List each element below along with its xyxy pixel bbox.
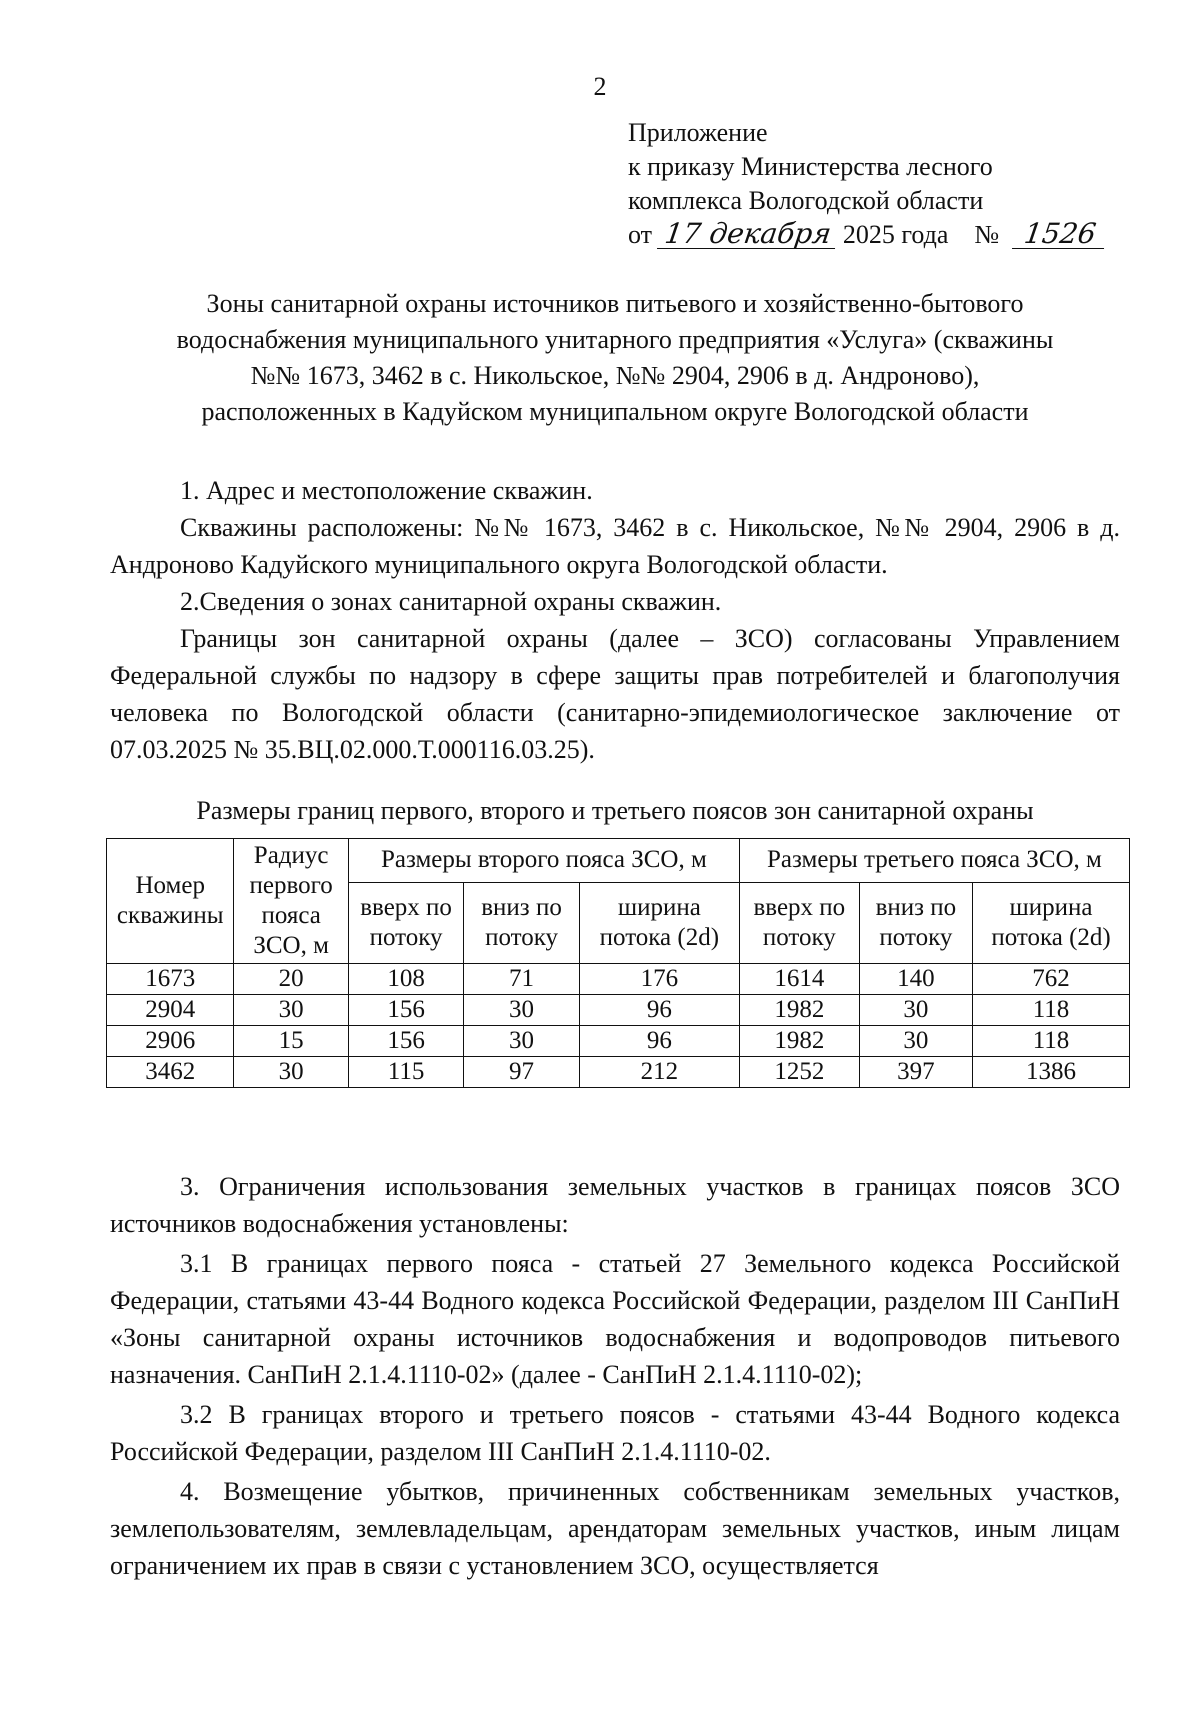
table-row [107,995,1130,1026]
document-title [110,286,1120,430]
table-row [107,1057,1130,1088]
handwritten-number: 1526 [1012,220,1108,249]
approval-line-2: к приказу Министерства лесного [628,152,993,181]
section-3-2-text: 3.2 В границах второго и третьего поясов - статьями 43-44 Водного кодекса Российской Федерации, разделом III СанПиН 2.1.4.1110-02. [110,1400,1120,1466]
cell-z2-up: 156 [348,1026,463,1057]
cell-z3-up: 1982 [739,995,859,1026]
section-1-text: Скважины расположены: №№ 1673, 3462 в с. Никольское, №№ 2904, 2906 в д. Андроново Кадуйского муниципального округа Вологодской области. [110,513,1120,579]
cell-z2-width: 176 [579,964,739,995]
section-3-text: 3. Ограничения использования земельных участков в границах поясов ЗСО источников водоснабжения установлены: [110,1172,1120,1238]
zones-table [106,838,1130,1088]
cell-z2-down: 71 [464,964,579,995]
date-prefix: от [628,220,653,249]
header-z2-downstream: вниз по потоку [464,882,579,963]
header-radius-first-zone: Радиус первого пояса ЗСО, м [234,839,348,964]
cell-z2-down: 30 [464,995,579,1026]
cell-z3-width: 762 [973,964,1130,995]
cell-z2-width: 96 [579,995,739,1026]
year-text: 2025 года [842,220,949,249]
cell-z2-up: 108 [348,964,463,995]
title-line-4: расположенных в Кадуйском муниципальном округе Вологодской области [201,397,1029,426]
title-line-1: Зоны санитарной охраны источников питьевого и хозяйственно-бытового [206,289,1024,318]
cell-z3-width: 118 [973,1026,1130,1057]
cell-z2-up: 156 [348,995,463,1026]
body-sections-1-2 [110,472,1120,768]
body-sections-3-4 [110,1168,1120,1587]
table-caption: Размеры границ первого, второго и третьего поясов зон санитарной охраны [196,796,1034,825]
header-z2-width: ширина потока (2d) [579,882,739,963]
cell-z3-down: 30 [859,995,972,1026]
cell-z3-down: 30 [859,1026,972,1057]
header-z3-downstream: вниз по потоку [859,882,972,963]
header-z3-upstream: вверх по потоку [739,882,859,963]
cell-z2-width: 212 [579,1057,739,1088]
cell-well-number: 2906 [107,1026,234,1057]
cell-radius: 15 [234,1026,348,1057]
section-3-1-text: 3.1 В границах первого пояса - статьей 27 Земельного кодекса Российской Федерации, статьями 43-44 Водного кодекса Российской Федерации, разделом III СанПиН «Зоны санитарной охраны источников водоснабжения и водопроводов питьевого назначения. СанПиН 2.1.4.1110-02» (далее - СанПиН 2.1.4.1110-02); [110,1249,1120,1389]
cell-z3-width: 1386 [973,1057,1130,1088]
section-2-text: Границы зон санитарной охраны (далее – ЗСО) согласованы Управлением Федеральной службы по надзору в сфере защиты прав потребителей и благополучия человека по Вологодской области (санитарно-эпидемиологическое заключение от 07.03.2025 № 35.ВЦ.02.000.Т.000116.03.25). [110,624,1120,764]
header-third-zone: Размеры третьего пояса ЗСО, м [739,839,1129,883]
table-row [107,964,1130,995]
header-well-number: Номер скважины [107,839,234,964]
cell-z3-up: 1614 [739,964,859,995]
cell-radius: 30 [234,995,348,1026]
approval-block [628,116,1106,252]
approval-date-line [628,218,1106,252]
cell-well-number: 3462 [107,1057,234,1088]
title-line-2: водоснабжения муниципального унитарного предприятия «Услуга» (скважины [176,325,1054,354]
table-row [107,1026,1130,1057]
header-z2-upstream: вверх по потоку [348,882,463,963]
cell-z2-down: 97 [464,1057,579,1088]
cell-z3-down: 140 [859,964,972,995]
header-z3-width: ширина потока (2d) [973,882,1130,963]
cell-radius: 20 [234,964,348,995]
handwritten-date: 17 декабря [656,220,838,249]
title-line-3: №№ 1673, 3462 в с. Никольское, №№ 2904, 2906 в д. Андроново), [250,361,980,390]
cell-z2-down: 30 [464,1026,579,1057]
cell-z3-width: 118 [973,995,1130,1026]
header-second-zone: Размеры второго пояса ЗСО, м [348,839,739,883]
cell-z3-up: 1982 [739,1026,859,1057]
cell-well-number: 2904 [107,995,234,1026]
number-sign: № [974,220,1000,249]
cell-z2-width: 96 [579,1026,739,1057]
section-2-heading: 2.Сведения о зонах санитарной охраны скважин. [180,587,722,616]
cell-radius: 30 [234,1057,348,1088]
cell-z2-up: 115 [348,1057,463,1088]
approval-line-3: комплекса Вологодской области [628,186,984,215]
approval-line-1: Приложение [628,118,768,147]
section-4-text: 4. Возмещение убытков, причиненных собственникам земельных участков, землепользователям, землевладельцам, арендаторам земельных участков, иным лицам ограничением их прав в связи с установлением ЗСО, осуществляется [110,1477,1120,1580]
cell-well-number: 1673 [107,964,234,995]
page-number: 2 [593,72,607,101]
cell-z3-up: 1252 [739,1057,859,1088]
cell-z3-down: 397 [859,1057,972,1088]
section-1-heading: 1. Адрес и местоположение скважин. [180,476,593,505]
